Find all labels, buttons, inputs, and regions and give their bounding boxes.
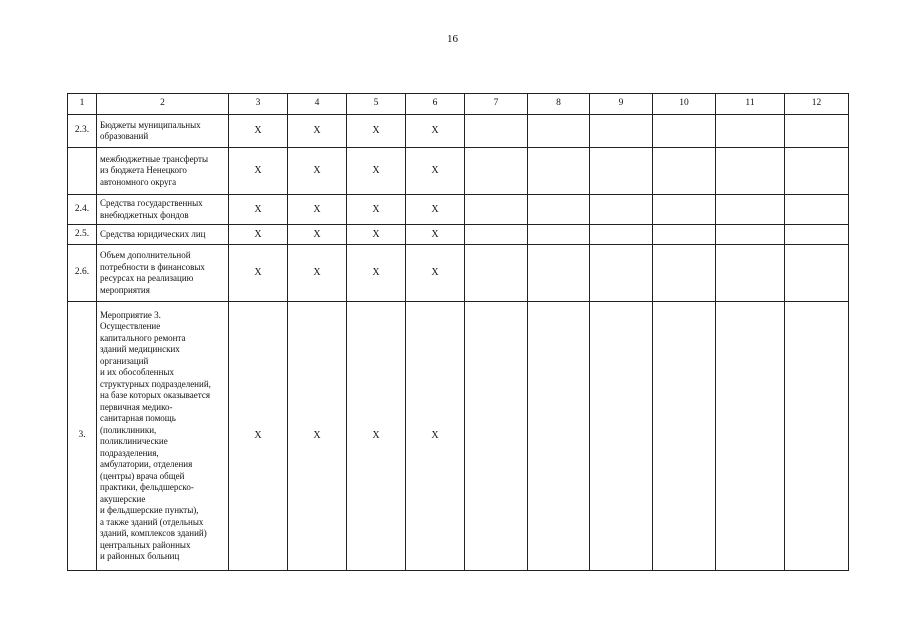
value-cell	[528, 148, 590, 195]
header-cell: 3	[229, 94, 288, 115]
value-cell: X	[347, 302, 406, 571]
value-cell	[528, 225, 590, 245]
header-cell: 2	[97, 94, 229, 115]
row-name-line: автономного округа	[100, 176, 177, 187]
value-cell	[465, 302, 528, 571]
data-table	[67, 93, 849, 571]
value-cell: X	[406, 302, 465, 571]
value-cell: X	[229, 225, 288, 245]
header-cell: 5	[347, 94, 406, 115]
value-cell	[590, 245, 653, 302]
value-cell	[590, 225, 653, 245]
header-cell: 7	[465, 94, 528, 115]
row-number-cell: 2.6.	[68, 245, 97, 302]
row-name-line: амбулатории, отделения	[100, 459, 193, 469]
value-cell: X	[229, 115, 288, 148]
row-number-cell	[68, 148, 97, 195]
table-header-row	[68, 94, 849, 115]
row-number-cell: 2.3.	[68, 115, 97, 148]
table-row	[68, 245, 849, 302]
value-cell: X	[347, 245, 406, 302]
value-cell	[590, 148, 653, 195]
row-name-line: Бюджеты муниципальных	[100, 119, 201, 130]
value-cell	[528, 195, 590, 225]
row-name-line: и районных больниц	[100, 551, 180, 561]
table-row	[68, 225, 849, 245]
value-cell	[465, 225, 528, 245]
row-number-cell: 2.4.	[68, 195, 97, 225]
row-name-line: центральных районных	[100, 539, 191, 550]
value-cell: X	[406, 115, 465, 148]
row-name-line: ресурсах на реализацию	[100, 273, 194, 283]
row-name-cell	[97, 195, 229, 225]
value-cell: X	[229, 195, 288, 225]
page-number: 16	[447, 33, 458, 45]
row-name-line: зданий, комплексов зданий)	[100, 528, 207, 538]
row-name-line: образований	[100, 131, 149, 141]
value-cell	[716, 245, 785, 302]
value-cell: X	[288, 115, 347, 148]
value-cell	[465, 245, 528, 302]
row-name-line: поликлинические	[100, 436, 168, 446]
row-name-line: организаций	[100, 355, 149, 366]
value-cell	[590, 195, 653, 225]
value-cell	[590, 115, 653, 148]
value-cell: X	[347, 195, 406, 225]
value-cell	[528, 115, 590, 148]
value-cell	[716, 195, 785, 225]
row-number-cell: 2.5.	[68, 225, 97, 245]
value-cell: X	[347, 115, 406, 148]
row-name-cell	[97, 148, 229, 195]
value-cell: X	[347, 225, 406, 245]
value-cell	[785, 245, 849, 302]
value-cell: X	[288, 195, 347, 225]
value-cell	[653, 148, 716, 195]
header-cell: 4	[288, 94, 347, 115]
row-name-line: и их обособленных	[100, 367, 174, 377]
value-cell	[716, 225, 785, 245]
value-cell	[528, 245, 590, 302]
value-cell	[716, 302, 785, 571]
row-name-line: зданий медицинских	[100, 344, 180, 354]
value-cell: X	[288, 245, 347, 302]
table-row	[68, 115, 849, 148]
row-name-line: структурных подразделений,	[100, 378, 211, 389]
row-name-line: первичная медико-	[100, 401, 173, 412]
value-cell: X	[406, 225, 465, 245]
header-cell: 12	[785, 94, 849, 115]
row-name-line: Средства юридических лиц	[100, 228, 206, 239]
table-row	[68, 302, 849, 571]
row-name-cell	[97, 245, 229, 302]
header-cell: 11	[716, 94, 785, 115]
value-cell	[653, 245, 716, 302]
row-name-cell	[97, 225, 229, 245]
value-cell: X	[229, 302, 288, 571]
row-name-line: (поликлиники,	[100, 424, 157, 435]
row-name-line: Осуществление	[100, 321, 161, 331]
value-cell	[716, 148, 785, 195]
value-cell	[590, 302, 653, 571]
value-cell: X	[406, 195, 465, 225]
header-cell: 10	[653, 94, 716, 115]
header-cell: 6	[406, 94, 465, 115]
value-cell	[785, 302, 849, 571]
value-cell	[465, 195, 528, 225]
row-name-line: на базе которых оказывается	[100, 390, 210, 400]
row-name-line: подразделения,	[100, 447, 159, 458]
header-cell: 9	[590, 94, 653, 115]
row-number-cell: 3.	[68, 302, 97, 571]
value-cell	[653, 115, 716, 148]
header-cell: 1	[68, 94, 97, 115]
value-cell	[465, 148, 528, 195]
row-name-line: межбюджетные трансферты	[100, 153, 208, 164]
value-cell: X	[288, 302, 347, 571]
value-cell: X	[229, 148, 288, 195]
value-cell	[653, 225, 716, 245]
value-cell: X	[406, 148, 465, 195]
value-cell: X	[347, 148, 406, 195]
row-name-line: и фельдшерские пункты),	[100, 505, 199, 515]
value-cell: X	[288, 225, 347, 245]
value-cell	[785, 148, 849, 195]
value-cell	[465, 115, 528, 148]
row-name-line: Мероприятие 3.	[100, 309, 161, 320]
row-name-line: а также зданий (отдельных	[100, 516, 204, 527]
value-cell: X	[229, 245, 288, 302]
row-name-line: Объем дополнительной	[100, 250, 191, 260]
value-cell: X	[406, 245, 465, 302]
value-cell	[528, 302, 590, 571]
table-row	[68, 148, 849, 195]
row-name-line: Средства государственных	[100, 198, 203, 208]
value-cell	[653, 195, 716, 225]
row-name-cell	[97, 302, 229, 571]
row-name-line: санитарная помощь	[100, 413, 176, 423]
value-cell	[785, 115, 849, 148]
value-cell	[785, 195, 849, 225]
value-cell	[785, 225, 849, 245]
row-name-line: (центры) врача общей	[100, 470, 185, 481]
row-name-cell	[97, 115, 229, 148]
row-name-line: акушерские	[100, 493, 146, 504]
row-name-line: капитального ремонта	[100, 332, 186, 343]
row-name-line: мероприятия	[100, 284, 150, 295]
table-row	[68, 195, 849, 225]
row-name-line: практики, фельдшерско-	[100, 482, 194, 492]
table-body	[68, 94, 849, 571]
row-name-line: внебюджетных фондов	[100, 209, 189, 220]
value-cell	[716, 115, 785, 148]
row-name-line: из бюджета Ненецкого	[100, 165, 187, 176]
value-cell	[653, 302, 716, 571]
value-cell: X	[288, 148, 347, 195]
header-cell: 8	[528, 94, 590, 115]
row-name-line: потребности в финансовых	[100, 261, 205, 272]
